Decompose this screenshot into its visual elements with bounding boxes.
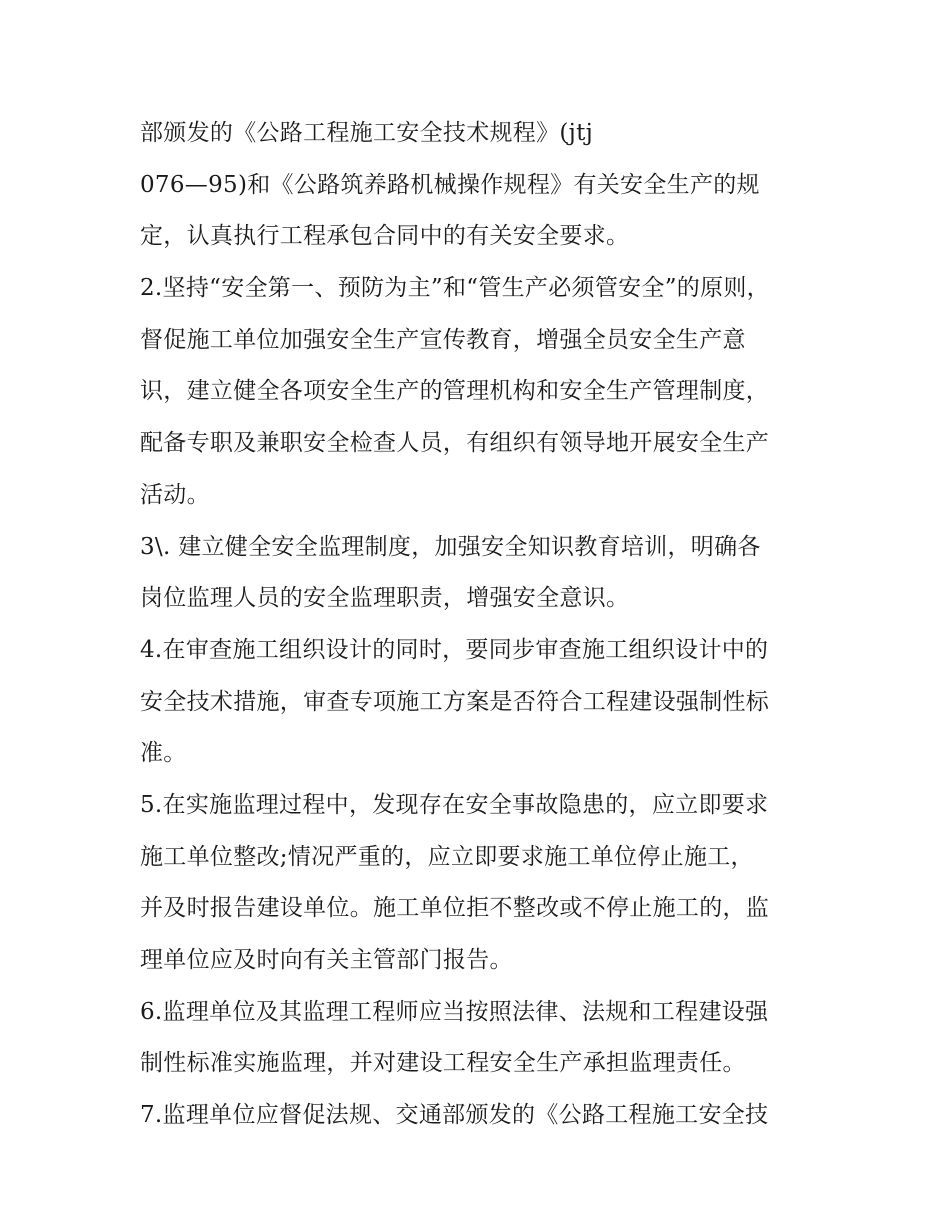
text-line-7: 配备专职及兼职安全检查人员，有组织有领导地开展安全生产 — [140, 430, 770, 457]
text-line-6: 识，建立健全各项安全生产的管理机构和安全生产管理制度， — [140, 378, 770, 405]
text-line-13: 准。 — [140, 740, 187, 767]
text-line-20: 7.监理单位应督促法规、交通部颁发的《公路工程施工安全技 — [140, 1102, 769, 1129]
text-line-17: 理单位应及时向有关主管部门报告。 — [140, 947, 513, 973]
text-line-11: 4.在审查施工组织设计的同时，要同步审查施工组织设计中的 — [140, 636, 769, 663]
text-line-1: 部颁发的《公路工程施工安全技术规程》(jtj — [140, 120, 594, 146]
text-line-12: 安全技术措施，审查专项施工方案是否符合工程建设强制性标 — [140, 688, 770, 715]
text-line-2: 076—95)和《公路筑养路机械操作规程》有关安全生产的规 — [140, 171, 760, 198]
text-line-3: 定，认真执行工程承包合同中的有关安全要求。 — [140, 223, 630, 250]
text-line-18: 6.监理单位及其监理工程师应当按照法律、法规和工程建设强 — [140, 998, 769, 1025]
text-line-9: 3\. 建立健全安全监理制度，加强安全知识教育培训，明确各 — [140, 533, 761, 560]
text-line-19: 制性标准实施监理，并对建设工程安全生产承担监理责任。 — [140, 1050, 746, 1077]
text-line-10: 岗位监理人员的安全监理职责，增强安全意识。 — [140, 585, 630, 612]
text-line-14: 5.在实施监理过程中，发现存在安全事故隐患的，应立即要求 — [140, 791, 769, 818]
document-body — [140, 108, 830, 1142]
text-line-16: 并及时报告建设单位。施工单位拒不整改或不停止施工的，监 — [140, 895, 770, 922]
text-line-15: 施工单位整改;情况严重的，应立即要求施工单位停止施工， — [140, 843, 754, 870]
text-line-5: 督促施工单位加强安全生产宣传教育，增强全员安全生产意 — [140, 326, 746, 353]
text-line-8: 活动。 — [140, 481, 210, 508]
text-line-4: 2.坚持“安全第一、预防为主”和“管生产必须管安全”的原则， — [140, 275, 770, 302]
